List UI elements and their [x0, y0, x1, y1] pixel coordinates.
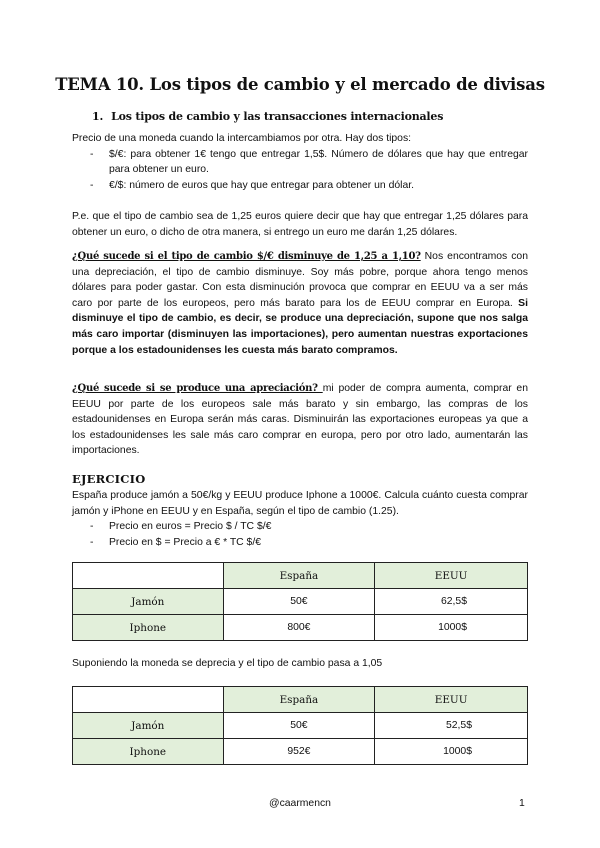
table-cell: 1000$	[375, 615, 528, 641]
table-row	[73, 739, 528, 765]
depreciation-paragraph	[72, 249, 528, 358]
table-header-cell: EEUU	[375, 687, 528, 713]
table-cell: 952€	[223, 739, 375, 765]
table-cell: 50€	[223, 713, 375, 739]
table-cell: 62,5$	[375, 589, 528, 615]
formula-item: - Precio en euros = Precio $ / TC $/€	[72, 519, 528, 535]
intro-bullet: - €/$: número de euros que hay que entregar para obtener un dólar.	[72, 178, 528, 194]
depreciation-text: Nos encontramos con una depreciación, el tipo de cambio disminuye. Soy más pobre, porque ahora tengo menos dólares para poder gastar. Con esta disminución provoca que comprar en EEUU va a ser más caro por parte de los europeos, pero más barato para los de EEUU comprar en Europa.	[72, 251, 528, 309]
table-header-cell: España	[223, 687, 375, 713]
intro-lead: Precio de una moneda cuando la intercambiamos por otra. Hay dos tipos:	[72, 133, 412, 144]
exercise-statement: España produce jamón a 50€/kg y EEUU produce Iphone a 1000€. Calcula cuánto cuesta comprar jamón y iPhone en EEUU y en España, según el tipo de cambio (1.25).	[72, 490, 528, 517]
table-corner-cell	[73, 563, 224, 589]
table-row	[73, 615, 528, 641]
page-title: TEMA 10. Los tipos de cambio y el mercado de divisas	[55, 75, 545, 94]
section-heading	[92, 110, 443, 123]
exercise-heading: EJERCICIO	[72, 472, 146, 486]
exercise-block	[72, 488, 528, 550]
appreciation-paragraph	[72, 381, 528, 459]
table-row	[73, 589, 528, 615]
intro-bullet-list	[72, 147, 528, 194]
depreciation-question: ¿Qué sucede si el tipo de cambio $/€ disminuye de 1,25 a 1,10?	[72, 251, 421, 262]
table-corner-cell	[73, 687, 224, 713]
page-number: 1	[519, 798, 525, 809]
table-header-row	[73, 563, 528, 589]
appreciation-question: ¿Qué sucede si se produce una apreciación?	[72, 383, 323, 394]
intro-bullet: - $/€: para obtener 1€ tengo que entregar 1,5$. Número de dólares que hay que entregar para obtener un euro.	[72, 147, 528, 178]
table-header-cell: España	[223, 563, 375, 589]
price-table-depreciated	[72, 686, 528, 765]
table-cell: 1000$	[375, 739, 528, 765]
section-number: 1.	[92, 110, 104, 123]
depreciation-conclusion: Si disminuye el tipo de cambio, es decir, se produce una depreciación, supone que nos salga más caro importar (disminuyen las importaciones), pero aumentan nuestras exportaciones porque a los estadounidenses les cuesta más barato compramos.	[72, 297, 528, 356]
table-row	[73, 713, 528, 739]
table-row-label: Jamón	[73, 713, 224, 739]
footer-author: @caarmencn	[269, 798, 331, 809]
example-paragraph: P.e. que el tipo de cambio sea de 1,25 euros quiere decir que hay que entregar 1,25 dólares para obtener un euro, o dicho de otra manera, si entrego un euro me darán 1,25 dólares.	[72, 211, 528, 238]
section-title: Los tipos de cambio y las transacciones internacionales	[111, 110, 444, 123]
depreciation-scenario-text: Suponiendo la moneda se deprecia y el tipo de cambio pasa a 1,05	[72, 658, 383, 669]
table-row-label: Iphone	[73, 739, 224, 765]
table-header-cell: EEUU	[375, 563, 528, 589]
appreciation-text: mi poder de compra aumenta, comprar en EEUU por parte de los europeos sale más barato y sin embargo, las compras de los estadounidenses en Europa serán más caras. Disminuirán las exportaciones europeas ya que a los estadounidenses les sale más caro comprar en europa, pero por otro lado, aumentarán las importaciones.	[72, 383, 528, 457]
table-cell: 50€	[223, 589, 375, 615]
table-header-row	[73, 687, 528, 713]
formula-list	[72, 519, 528, 550]
table-cell: 800€	[223, 615, 375, 641]
formula-item: - Precio en $ = Precio a € * TC $/€	[72, 535, 528, 551]
intro-block	[72, 131, 528, 193]
table-row-label: Iphone	[73, 615, 224, 641]
table-cell: 52,5$	[375, 713, 528, 739]
table-row-label: Jamón	[73, 589, 224, 615]
price-table-initial	[72, 562, 528, 641]
